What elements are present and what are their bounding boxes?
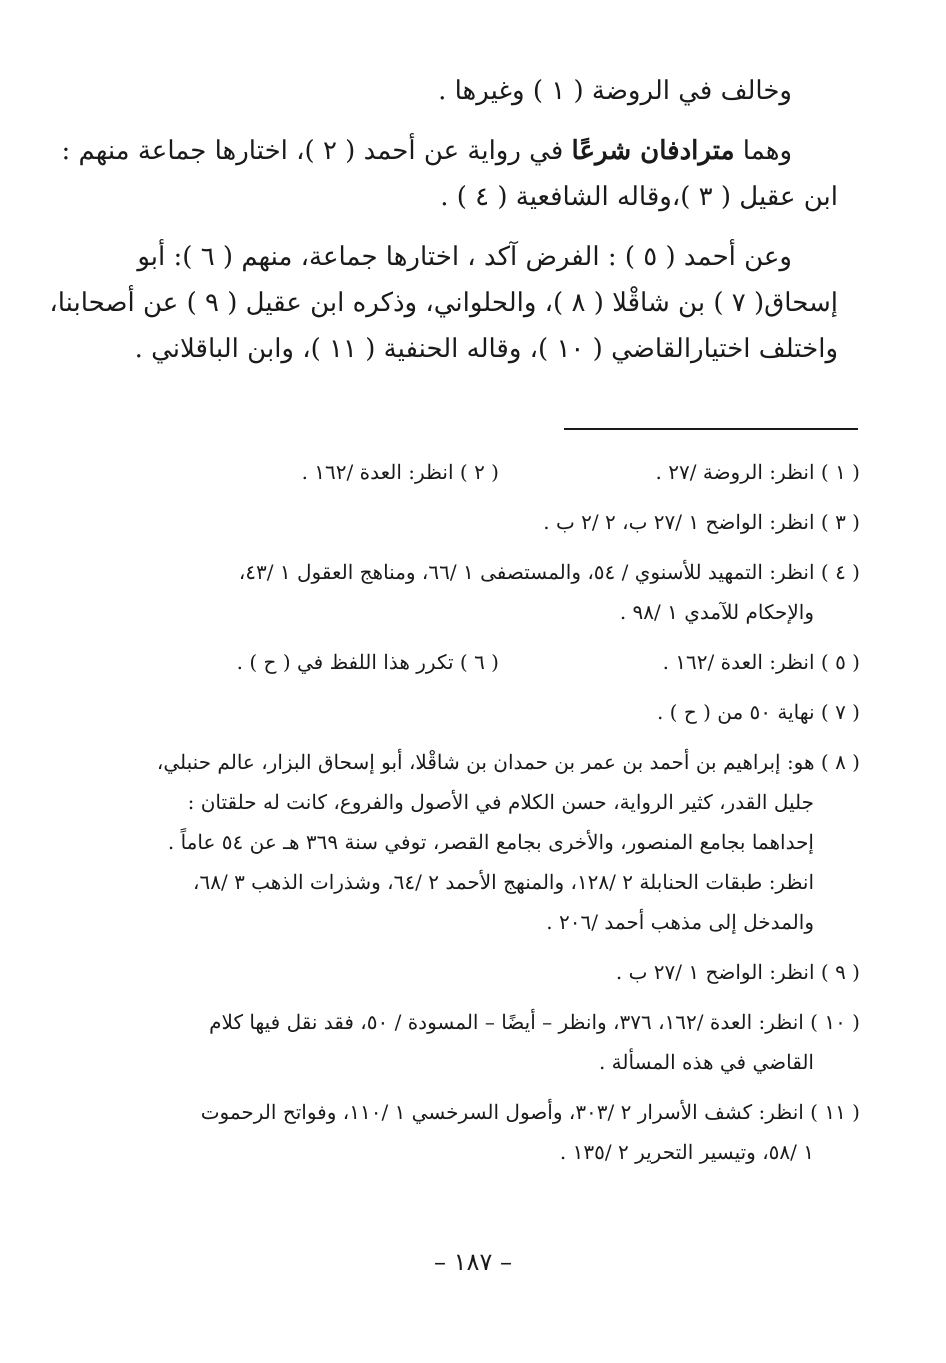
text-line: واختلف اختيارالقاضي ( ١٠ )، وقاله الحنفية ( ١١ )، وابن الباقلاني . xyxy=(134,334,838,364)
footnote-row xyxy=(138,452,860,492)
footnote-10 xyxy=(138,1002,860,1082)
text-line: إسحاق( ٧ ) بن شاقْلا ( ٨ )، والحلواني، وذكره ابن عقيل ( ٩ ) عن أصحابنا، xyxy=(49,288,838,318)
footnote-line: ( ١٠ ) انظر: العدة /١٦٢، ٣٧٦، وانظر – أيضًا – المسودة / ٥٠، فقد نقل فيها كلام xyxy=(209,1010,860,1034)
footnote-line: إحداهما بجامع المنصور، والأخرى بجامع القصر، توفي سنة ٣٦٩ هـ عن ٥٤ عاماً . xyxy=(167,830,814,854)
footnote-line: ( ٩ ) انظر: الواضح ١ /٢٧ ب . xyxy=(615,960,860,984)
paragraph-1 xyxy=(110,68,838,114)
footnote-line: انظر: طبقات الحنابلة ٢ /١٢٨، والمنهج الأحمد ٢ /٦٤، وشذرات الذهب ٣ /٦٨، xyxy=(193,870,814,894)
footnote-line: ( ٨ ) هو: إبراهيم بن أحمد بن عمر بن حمدان بن شاقْلا، أبو إسحاق البزار، عالم حنبلي، xyxy=(156,750,860,774)
footnote-line: ( ١١ ) انظر: كشف الأسرار ٢ /٣٠٣، وأصول السرخسي ١ /١١٠، وفواتح الرحموت xyxy=(200,1100,860,1124)
footnote-line: ( ٣ ) انظر: الواضح ١ /٢٧ ب، ٢ /٢ ب . xyxy=(543,510,860,534)
page-number: – ١٨٧ – xyxy=(434,1248,512,1276)
paragraph-2 xyxy=(61,128,838,220)
bold-term: مترادفان شرعًا xyxy=(571,136,735,166)
footnotes xyxy=(138,452,860,1182)
footnote-line: ( ٧ ) نهاية ٥٠ من ( ح ) . xyxy=(656,700,860,724)
paragraph-3 xyxy=(49,234,838,372)
text-line: وخالف في الروضة ( ١ ) وغيرها . xyxy=(438,76,792,106)
footnote-line: والمدخل إلى مذهب أحمد /٢٠٦ . xyxy=(546,910,814,934)
footnote-line: والإحكام للآمدي ١ /٩٨ . xyxy=(619,600,814,624)
footnote-7 xyxy=(138,692,860,732)
footnote-11 xyxy=(138,1092,860,1172)
text-line: ابن عقيل ( ٣ )،وقاله الشافعية ( ٤ ) . xyxy=(440,182,838,212)
footnote-9 xyxy=(138,952,860,992)
footnote-2: ( ٢ ) انظر: العدة /١٦٢ . xyxy=(301,460,499,484)
text-fragment: في رواية عن أحمد ( ٢ )، اختارها جماعة منهم : xyxy=(61,136,572,166)
footnote-6: ( ٦ ) تكرر هذا اللفظ في ( ح ) . xyxy=(236,650,499,674)
footnote-separator xyxy=(564,428,858,430)
main-text xyxy=(49,68,838,386)
footnote-8 xyxy=(138,742,860,942)
footnote-line: ( ٤ ) انظر: التمهيد للأسنوي / ٥٤، والمستصفى ١ /٦٦، ومناهج العقول ١ /٤٣، xyxy=(238,560,860,584)
text-fragment: وهما xyxy=(734,136,792,166)
footnote-line: القاضي في هذه المسألة . xyxy=(598,1050,814,1074)
footnote-line: ١ /٥٨، وتيسير التحرير ٢ /١٣٥ . xyxy=(559,1140,814,1164)
footnote-4 xyxy=(138,552,860,632)
footnote-1: ( ١ ) انظر: الروضة /٢٧ . xyxy=(655,460,860,484)
footnote-row xyxy=(138,642,860,682)
footnote-5: ( ٥ ) انظر: العدة /١٦٢ . xyxy=(662,650,860,674)
text-line xyxy=(61,128,838,174)
text-line: وعن أحمد ( ٥ ) : الفرض آكد ، اختارها جماعة، منهم ( ٦ ): أبو xyxy=(137,242,792,272)
footnote-3 xyxy=(138,502,860,542)
footnote-line: جليل القدر، كثير الرواية، حسن الكلام في الأصول والفروع، كانت له حلقتان : xyxy=(187,790,814,814)
